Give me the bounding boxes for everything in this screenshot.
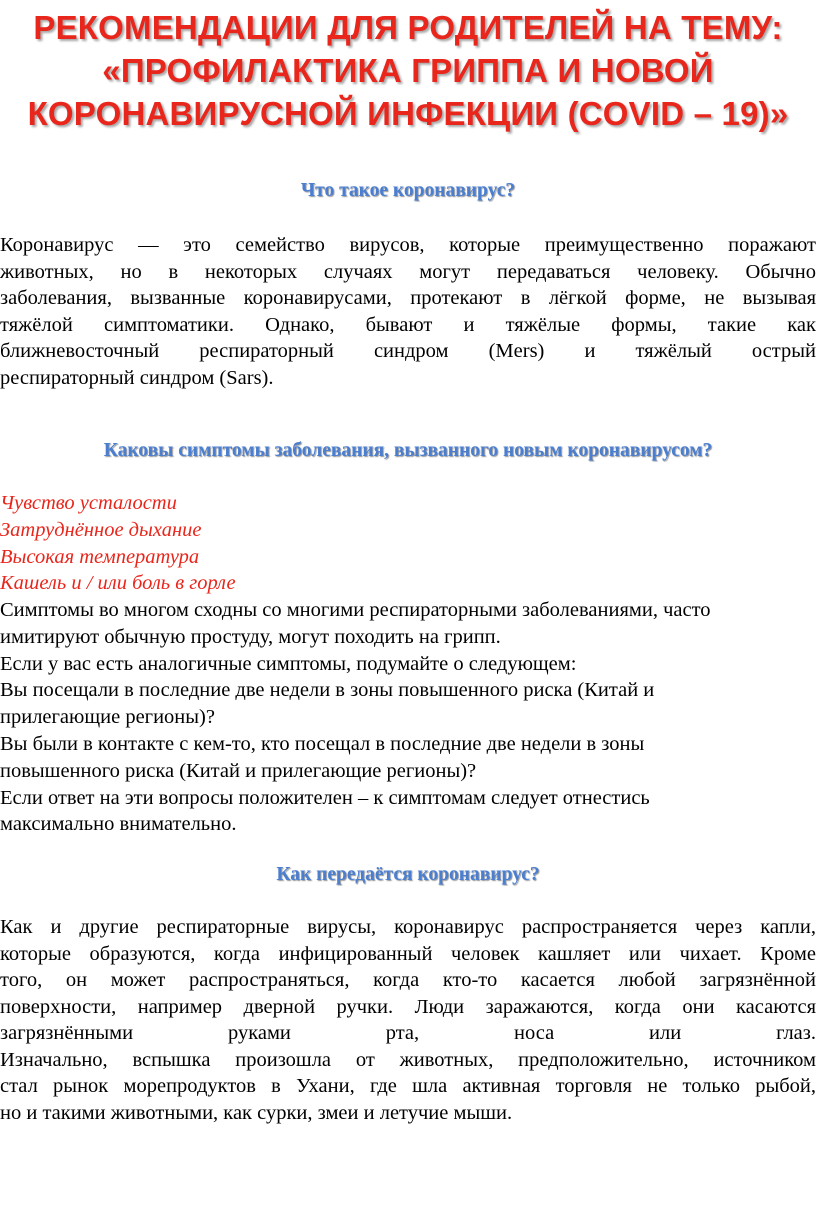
title-line-2: «ПРОФИЛАКТИКА ГРИППА И НОВОЙ [102,52,714,89]
paragraph-line: Вы были в контакте с кем-то, кто посещал в последние две недели в зоны [0,732,645,755]
paragraph-line: имитируют обычную простуду, могут походить на грипп. [0,625,501,648]
paragraph-line: Если ответ на эти вопросы положителен – к симптомам следует отнестись [0,786,650,809]
paragraph-line: тяжёлой симптоматики. Однако, бывают и тяжёлые формы, такие как [0,313,816,336]
paragraph-line: которые образуются, когда инфицированный человек кашляет или чихает. Кроме [0,942,816,965]
paragraph-line: ближневосточный респираторный синдром (Mers) и тяжёлый острый [0,340,816,362]
paragraph-line: повышенного риска (Китай и прилегающие регионы)? [0,759,477,782]
paragraph-line: заболевания, вызванные коронавирусами, протекают в лёгкой форме, не вызывая [0,287,816,309]
paragraph-line: Изначально, вспышка произошла от животных, предположительно, источником [0,1048,816,1071]
section2-paragraph [0,597,816,838]
paragraph-line: стал рынок морепродуктов в Ухани, где шла активная торговля не только рыбой, [0,1075,816,1097]
paragraph-line: Коронавирус — это семейство вирусов, которые преимущественно поражают [0,234,816,256]
section-heading-what-is: Что такое коронавирус? [300,180,516,201]
paragraph-line: прилегающие регионы)? [0,706,215,729]
paragraph-line: Как и другие респираторные вирусы, коронавирус распространяется через капли, [0,916,816,938]
document-title [0,6,816,135]
paragraph-line: того, он может распространяться, когда кто-то касается любой загрязнённой [0,969,816,991]
section-heading-symptoms: Каковы симптомы заболевания, вызванного новым коронавирусом? [103,440,713,461]
paragraph-line: Если у вас есть аналогичные симптомы, подумайте о следующем: [0,652,577,675]
title-line-3: КОРОНАВИРУСНОЙ ИНФЕКЦИИ (COVID – 19)» [27,95,789,132]
paragraph-line: но и такими животными, как сурки, змеи и летучие мыши. [0,1101,513,1124]
symptoms-list [0,490,816,597]
paragraph-line: респираторный синдром (Sars). [0,366,274,389]
paragraph-line: максимально внимательно. [0,813,237,836]
title-line-1: РЕКОМЕНДАЦИИ ДЛЯ РОДИТЕЛЕЙ НА ТЕМУ: [33,9,783,46]
paragraph-line: Вы посещали в последние две недели в зоны повышенного риска (Китай и [0,679,655,702]
symptom-item: Кашель и / или боль в горле [0,572,236,595]
paragraph-line: животных, но в некоторых случаях могут передаваться человеку. Обычно [0,260,816,283]
symptom-item: Высокая температура [0,545,200,568]
section1-paragraph [0,232,816,391]
section-heading-transmission: Как передаётся коронавирус? [276,864,540,885]
symptom-item: Чувство усталости [0,492,177,514]
paragraph-line: загрязнёнными руками рта, носа или глаз. [0,1022,816,1044]
paragraph-line: Симптомы во многом сходны со многими респираторными заболеваниями, часто [0,599,711,621]
section3-paragraph [0,914,816,1126]
symptom-item: Затруднённое дыхание [0,518,202,541]
paragraph-line: поверхности, например дверной ручки. Люди заражаются, когда они касаются [0,995,816,1018]
